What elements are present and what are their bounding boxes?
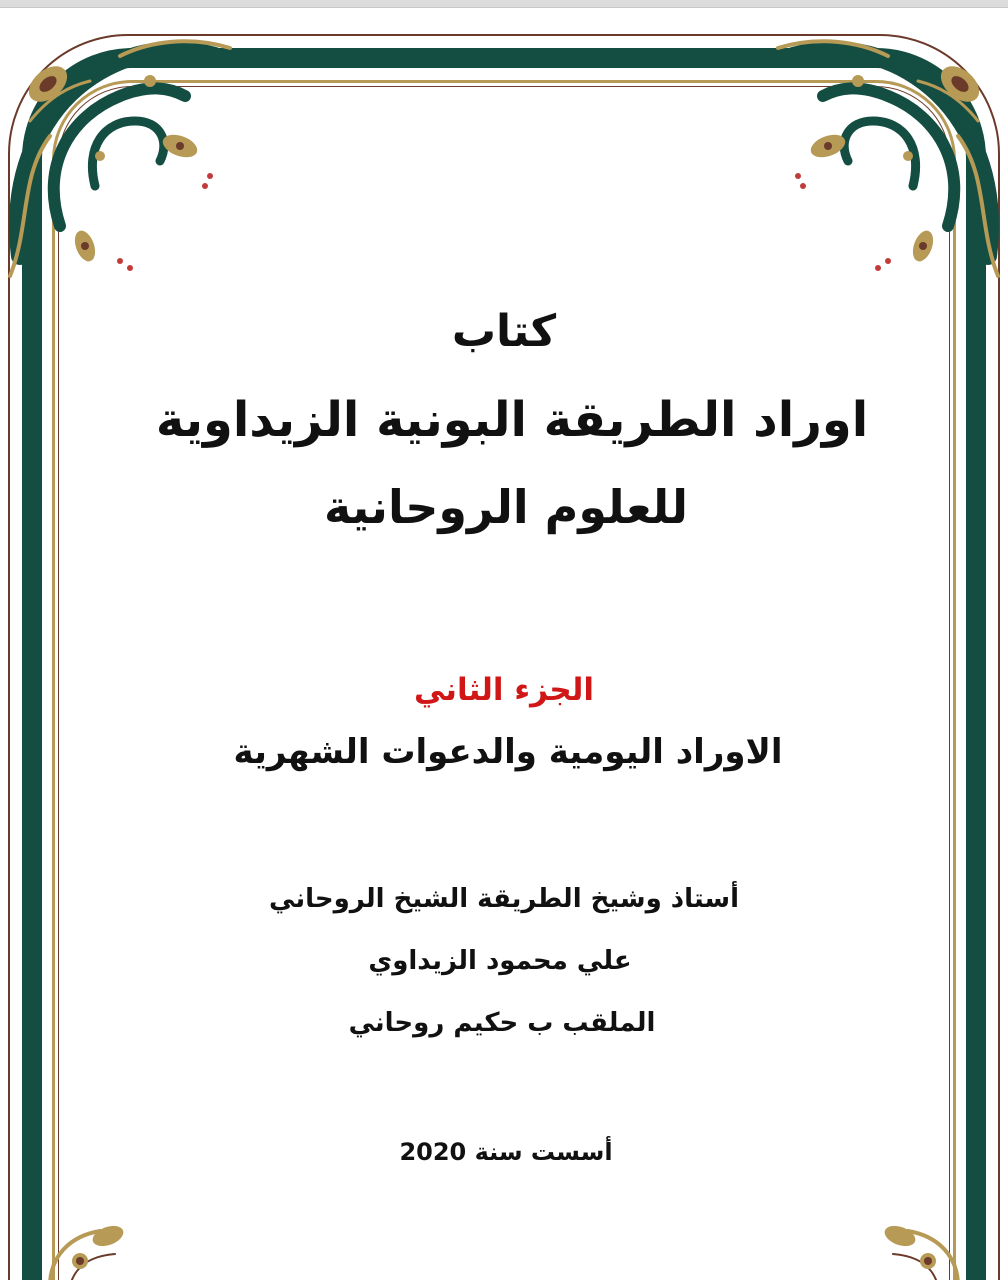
author-line-3: الملقب ب حكيم روحاني bbox=[348, 1008, 656, 1038]
author-line-1: أستاذ وشيخ الطريقة الشيخ الروحاني bbox=[269, 884, 739, 914]
title-line-2: اوراد الطريقة البونية الزيداوية bbox=[155, 392, 869, 448]
title-line-3: للعلوم الروحانية bbox=[324, 480, 688, 534]
corner-ornament-icon bbox=[768, 26, 1008, 306]
author-line-2: علي محمود الزيداوي bbox=[368, 946, 632, 976]
title-line-1: كتاب bbox=[451, 306, 557, 357]
founded-year: أسست سنة 2020 bbox=[399, 1138, 613, 1166]
part-subtitle: الاوراد اليومية والدعوات الشهرية bbox=[233, 732, 783, 772]
corner-ornament-icon bbox=[868, 1206, 978, 1280]
corner-ornament-icon bbox=[30, 1206, 140, 1280]
book-cover-page bbox=[0, 8, 1008, 1280]
window-top-strip bbox=[0, 0, 1008, 8]
corner-ornament-icon bbox=[0, 26, 240, 306]
part-label: الجزء الثاني bbox=[413, 672, 595, 708]
